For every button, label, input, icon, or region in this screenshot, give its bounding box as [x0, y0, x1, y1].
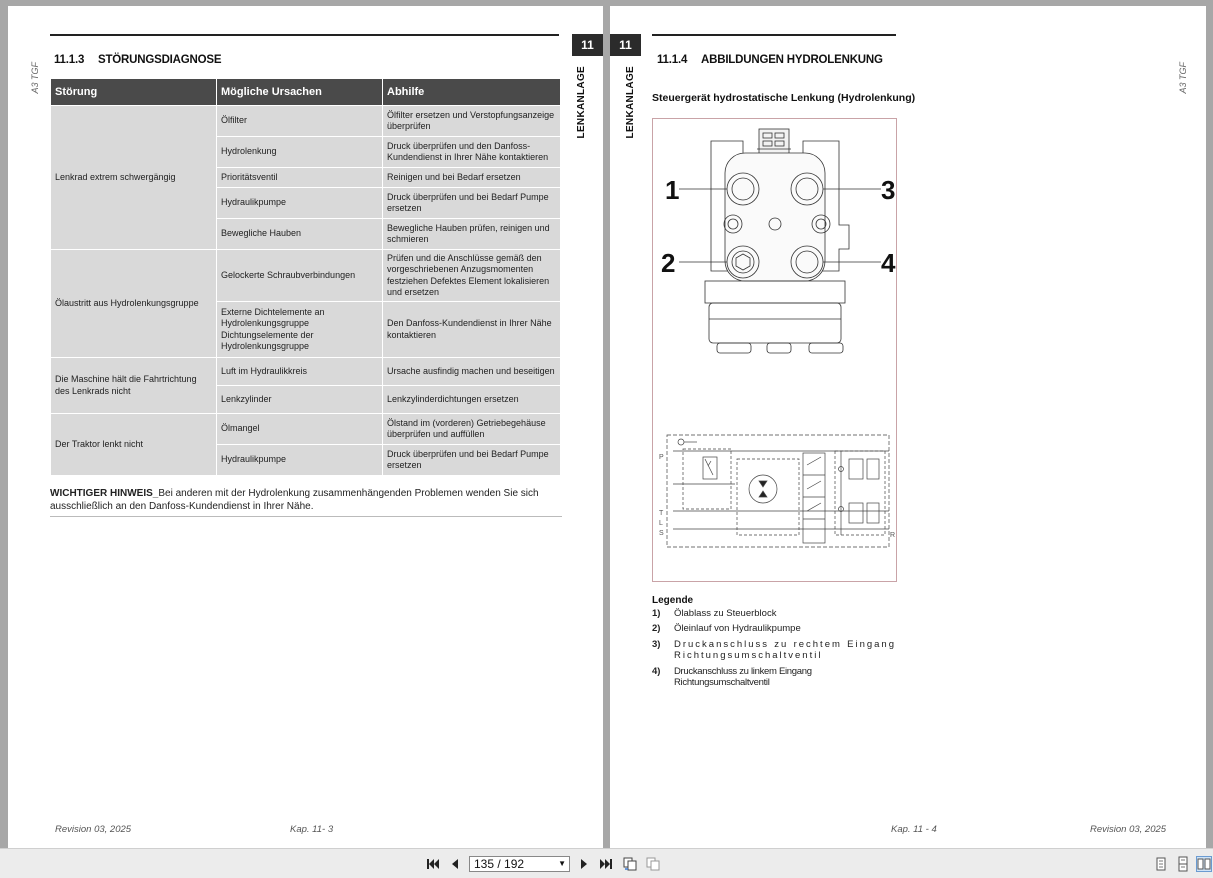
left-page [8, 6, 603, 848]
legend-title: Legende [652, 595, 694, 606]
remedy-cell: Lenkzylinderdichtungen ersetzen [383, 386, 561, 414]
table-row [51, 414, 561, 445]
remedy-cell: Bewegliche Hauben prüfen, reinigen und schmieren [383, 219, 561, 250]
column-header: Abhilfe [383, 79, 561, 106]
callout-4: 4 [881, 248, 896, 278]
cause-cell: Hydraulikpumpe [217, 188, 383, 219]
legend-list [652, 608, 896, 692]
table-row [51, 106, 561, 137]
cause-cell: Hydraulikpumpe [217, 445, 383, 476]
right-page [610, 6, 1206, 848]
cause-cell: Bewegliche Hauben [217, 219, 383, 250]
remedy-cell: Den Danfoss-Kundendienst in Ihrer Nähe kontaktieren [383, 302, 561, 358]
legend-item: 3) Druckanschluss zu rechtem Eingang Richtungsumschaltventil [652, 638, 896, 662]
remedy-cell: Prüfen und die Anschlüsse gemäß den vorgeschriebenen Anzugsmomenten festziehen Defektes Element lokalisieren und ersetzen [383, 250, 561, 302]
previous-page-icon [447, 856, 463, 872]
steering-unit-drawing [653, 119, 896, 581]
header-rule [652, 34, 896, 36]
viewer-toolbar [0, 848, 1213, 878]
chevron-down-icon: ▼ [558, 859, 566, 868]
remedy-cell: Druck überprüfen und bei Bedarf Pumpe ersetzen [383, 445, 561, 476]
model-code: A3 TGF [1178, 62, 1188, 94]
table-header-row [51, 79, 561, 106]
port-label-p: P [659, 454, 664, 461]
section-number: 11.1.4 [657, 54, 688, 66]
next-page-button[interactable] [576, 856, 592, 872]
remedy-cell: Ursache ausfindig machen und beseitigen [383, 358, 561, 386]
chapter-tab: 11 [572, 34, 603, 56]
cause-cell: Ölfilter [217, 106, 383, 137]
compare-button[interactable] [645, 856, 661, 872]
note-text: Bei anderen mit der Hydrolenkung zusammenhängenden Problemen wenden Sie sich ausschließlich an den Danfoss-Kundendienst in Ihrer Nähe. [50, 488, 539, 512]
last-page-button[interactable] [598, 856, 614, 872]
cause-cell: Ölmangel [217, 414, 383, 445]
footer-page-number: Kap. 11- 3 [290, 824, 334, 835]
two-page-view-button[interactable] [1196, 856, 1212, 872]
important-note [50, 488, 562, 517]
continuous-view-button[interactable] [1175, 856, 1191, 872]
chapter-label: LENKANLAGE [576, 66, 587, 139]
remedy-cell: Ölfilter ersetzen und Verstopfungsanzeige überprüfen [383, 106, 561, 137]
port-label-r: R [890, 532, 896, 539]
remedy-cell: Ölstand im (vorderen) Getriebegehäuse überprüfen und auffüllen [383, 414, 561, 445]
header-rule [50, 34, 559, 36]
table-row [51, 250, 561, 302]
port-label-l: L [659, 520, 663, 527]
footer-revision: Revision 03, 2025 [1090, 824, 1167, 835]
model-code: A3 TGF [30, 62, 40, 94]
table-row [51, 358, 561, 386]
remedy-cell: Druck überprüfen und bei Bedarf Pumpe ersetzen [383, 188, 561, 219]
rotate-button[interactable] [622, 856, 638, 872]
first-page-button[interactable] [425, 856, 441, 872]
single-page-view-button[interactable] [1153, 856, 1169, 872]
cause-cell: Lenkzylinder [217, 386, 383, 414]
note-label: WICHTIGER HINWEIS_ [50, 488, 159, 499]
section-title: ABBILDUNGEN HYDROLENKUNG [701, 54, 883, 66]
legend-item: 2) Öleinlauf von Hydraulikpumpe [652, 623, 801, 635]
cause-cell: Gelockerte Schraubverbindungen [217, 250, 383, 302]
section-heading [54, 54, 221, 66]
last-page-icon [598, 856, 614, 872]
cause-cell: Externe Dichtelemente an Hydrolenkungsgruppe Dichtungselemente der Hydrolenkungsgruppe [217, 302, 383, 358]
next-page-icon [576, 856, 592, 872]
section-title: STÖRUNGSDIAGNOSE [98, 54, 222, 66]
diagnosis-table [50, 78, 561, 476]
footer-page-number: Kap. 11 - 4 [891, 824, 937, 835]
two-page-icon [1197, 857, 1211, 871]
copy-pages-icon [622, 856, 638, 872]
section-number: 11.1.3 [54, 54, 85, 66]
page-number-field[interactable] [469, 856, 570, 872]
port-label-s: S [659, 530, 664, 537]
legend-item: 1) Ölablass zu Steuerblock [652, 608, 777, 619]
previous-page-button[interactable] [447, 856, 463, 872]
port-label-t: T [659, 510, 664, 517]
legend-item: 4) Druckanschluss zu linkem Eingang Richtungsumschaltventil [652, 665, 812, 688]
continuous-page-icon [1175, 856, 1191, 872]
callout-3: 3 [881, 175, 896, 205]
figure-title: Steuergerät hydrostatische Lenkung (Hydrolenkung) [652, 92, 916, 104]
section-heading [657, 54, 883, 66]
problem-cell: Lenkrad extrem schwergängig [51, 106, 217, 250]
cause-cell: Hydrolenkung [217, 137, 383, 168]
cause-cell: Prioritätsventil [217, 168, 383, 188]
problem-cell: Ölaustritt aus Hydrolenkungsgruppe [51, 250, 217, 358]
cause-cell: Luft im Hydraulikkreis [217, 358, 383, 386]
page-indicator: 135 / 192 [474, 857, 525, 871]
remedy-cell: Druck überprüfen und den Danfoss-Kundendienst in Ihrer Nähe kontaktieren [383, 137, 561, 168]
steering-unit-figure [652, 118, 897, 582]
duplicate-icon [645, 856, 661, 872]
first-page-icon [425, 856, 441, 872]
column-header: Störung [51, 79, 217, 106]
chapter-tab: 11 [610, 34, 641, 56]
chapter-label: LENKANLAGE [625, 66, 636, 139]
footer-revision: Revision 03, 2025 [55, 824, 132, 835]
callout-2: 2 [661, 248, 676, 278]
column-header: Mögliche Ursachen [217, 79, 383, 106]
problem-cell: Der Traktor lenkt nicht [51, 414, 217, 476]
single-page-icon [1153, 856, 1169, 872]
problem-cell: Die Maschine hält die Fahrtrichtung des Lenkrads nicht [51, 358, 217, 414]
remedy-cell: Reinigen und bei Bedarf ersetzen [383, 168, 561, 188]
callout-1: 1 [665, 175, 680, 205]
